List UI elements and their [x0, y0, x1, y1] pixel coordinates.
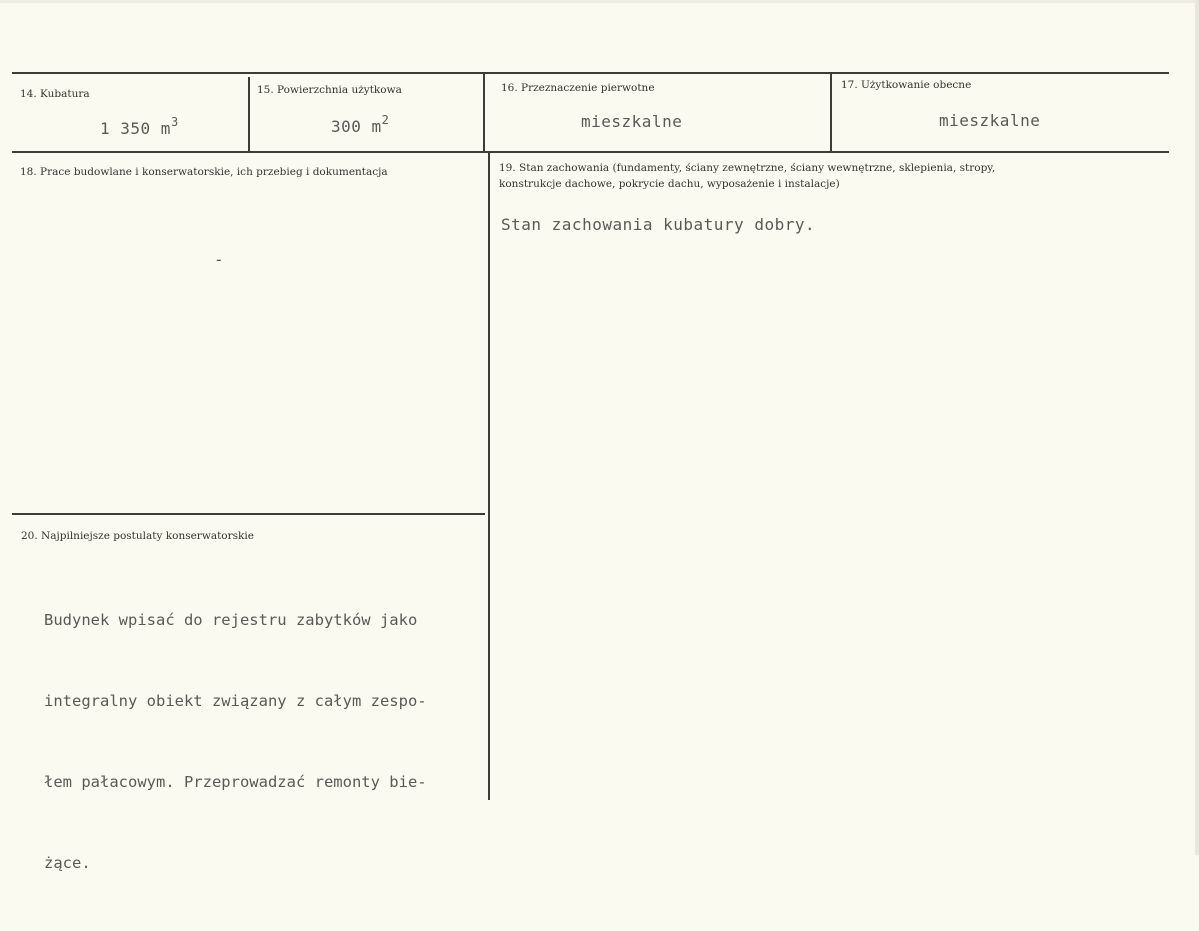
- postulaty-line: integralny obiekt związany z całym zespo-: [44, 692, 427, 710]
- uzytkowanie-label: 17. Użytkowanie obecne: [841, 79, 972, 91]
- prace-value: -: [214, 250, 225, 269]
- postulaty-line: łem pałacowym. Przeprowadzać remonty bie-: [44, 773, 427, 791]
- stan-value: Stan zachowania kubatury dobry.: [501, 215, 816, 234]
- divider-15-16: [483, 74, 485, 152]
- przeznaczenie-label: 16. Przeznaczenie pierwotne: [501, 82, 655, 94]
- powierzchnia-value: [331, 113, 389, 136]
- stan-label-line1: 19. Stan zachowania (fundamenty, ściany zewnętrzne, ściany wewnętrzne, sklepienia, stropy,: [499, 162, 996, 174]
- kubatura-label: 14. Kubatura: [20, 88, 90, 100]
- center-divider: [488, 152, 490, 800]
- postulaty-label: 20. Najpilniejsze postulaty konserwatorskie: [21, 530, 254, 542]
- paper-top-edge: [0, 0, 1199, 3]
- powierzchnia-number: 300 m: [331, 117, 382, 136]
- postulaty-line: żące.: [44, 854, 91, 872]
- postulaty-text: [44, 553, 427, 931]
- kubatura-value: [100, 115, 179, 138]
- powierzchnia-label: 15. Powierzchnia użytkowa: [257, 84, 402, 96]
- prace-label: 18. Prace budowlane i konserwatorskie, ich przebieg i dokumentacja: [20, 166, 388, 178]
- powierzchnia-unit-power: 2: [381, 113, 390, 127]
- kubatura-unit-power: 3: [170, 115, 179, 129]
- uzytkowanie-value: mieszkalne: [939, 111, 1041, 130]
- section20-top-rule: [12, 513, 485, 515]
- przeznaczenie-value: mieszkalne: [581, 112, 683, 131]
- postulaty-line: Budynek wpisać do rejestru zabytków jako: [44, 611, 418, 629]
- paper-right-edge: [1195, 0, 1199, 855]
- top-rule: [12, 72, 1169, 74]
- row1-bottom-rule: [12, 151, 1169, 153]
- divider-16-17: [830, 73, 832, 152]
- stan-label-line2: konstrukcje dachowe, pokrycie dachu, wyposażenie i instalacje): [499, 178, 840, 190]
- kubatura-number: 1 350 m: [100, 119, 171, 138]
- divider-14-15: [248, 77, 250, 152]
